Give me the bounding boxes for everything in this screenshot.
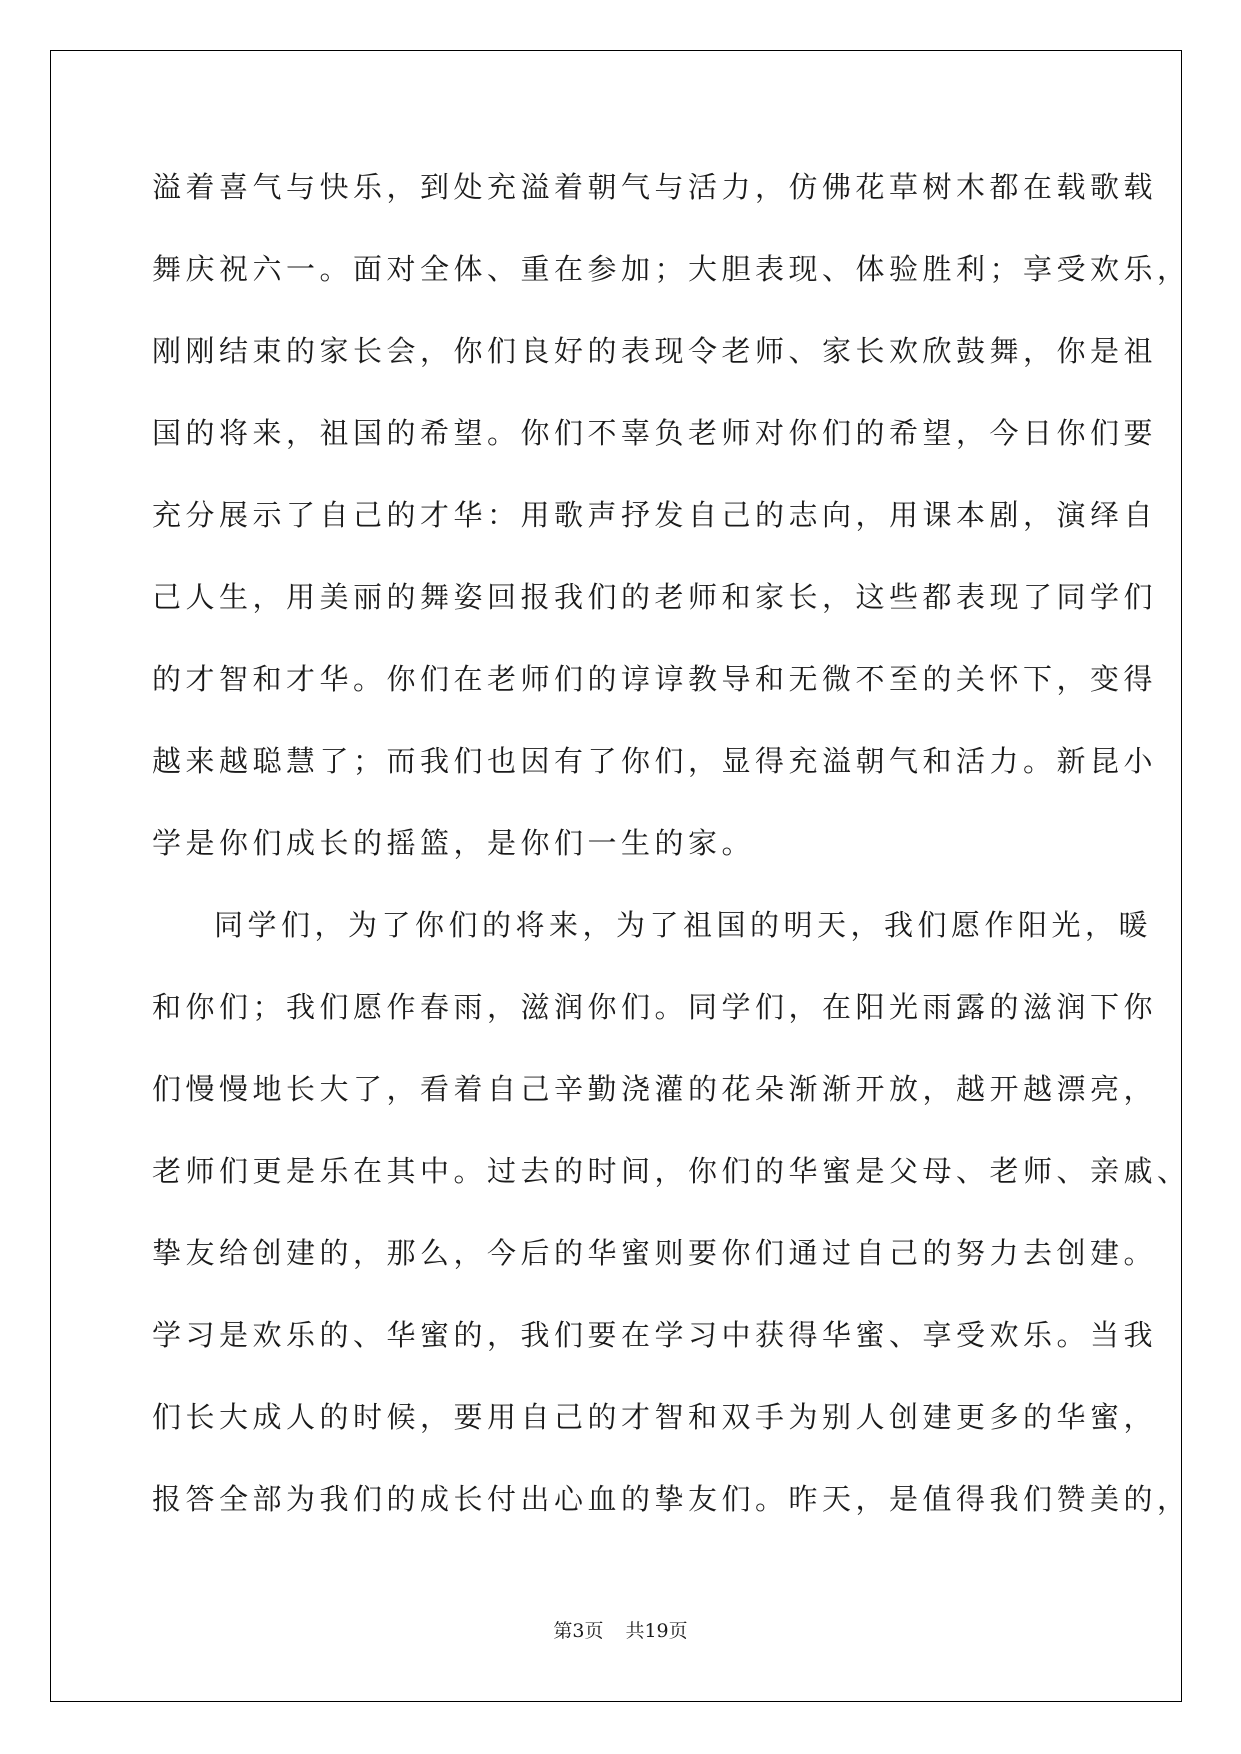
text-line: 同学们，为了你们的将来，为了祖国的明天，我们愿作阳光，暖 bbox=[214, 908, 1153, 942]
text-line: 刚刚结束的家长会，你们良好的表现令老师、家长欢欣鼓舞，你是祖 bbox=[152, 334, 1158, 368]
text-line: 的才智和才华。你们在老师们的谆谆教导和无微不至的关怀下，变得 bbox=[152, 662, 1158, 696]
text-line: 们慢慢地长大了，看着自己辛勤浇灌的花朵渐渐开放，越开越漂亮， bbox=[152, 1072, 1158, 1106]
text-line: 学习是欢乐的、华蜜的，我们要在学习中获得华蜜、享受欢乐。当我 bbox=[152, 1318, 1158, 1352]
text-line: 国的将来，祖国的希望。你们不辜负老师对你们的希望，今日你们要 bbox=[152, 416, 1158, 450]
document-body bbox=[152, 160, 1191, 1554]
page-footer bbox=[0, 1619, 1241, 1643]
page-number: 第3页 bbox=[553, 1620, 604, 1642]
text-line: 充分展示了自己的才华：用歌声抒发自己的志向，用课本剧，演绎自 bbox=[152, 498, 1158, 532]
text-line: 和你们；我们愿作春雨，滋润你们。同学们，在阳光雨露的滋润下你 bbox=[152, 990, 1158, 1024]
text-line: 老师们更是乐在其中。过去的时间，你们的华蜜是父母、老师、亲戚、 bbox=[152, 1154, 1191, 1188]
text-line: 己人生，用美丽的舞姿回报我们的老师和家长，这些都表现了同学们 bbox=[152, 580, 1158, 614]
text-line: 越来越聪慧了；而我们也因有了你们，显得充溢朝气和活力。新昆小 bbox=[152, 744, 1158, 778]
text-line: 学是你们成长的摇篮，是你们一生的家。 bbox=[152, 826, 756, 860]
text-line: 溢着喜气与快乐，到处充溢着朝气与活力，仿佛花草树木都在载歌载 bbox=[152, 170, 1158, 204]
page-total: 共19页 bbox=[625, 1620, 688, 1642]
text-line: 舞庆祝六一。面对全体、重在参加；大胆表现、体验胜利；享受欢乐， bbox=[152, 252, 1191, 286]
text-line: 报答全部为我们的成长付出心血的挚友们。昨天，是值得我们赞美的， bbox=[152, 1482, 1191, 1516]
text-line: 挚友给创建的，那么，今后的华蜜则要你们通过自己的努力去创建。 bbox=[152, 1236, 1158, 1270]
text-line: 们长大成人的时候，要用自己的才智和双手为别人创建更多的华蜜， bbox=[152, 1400, 1158, 1434]
